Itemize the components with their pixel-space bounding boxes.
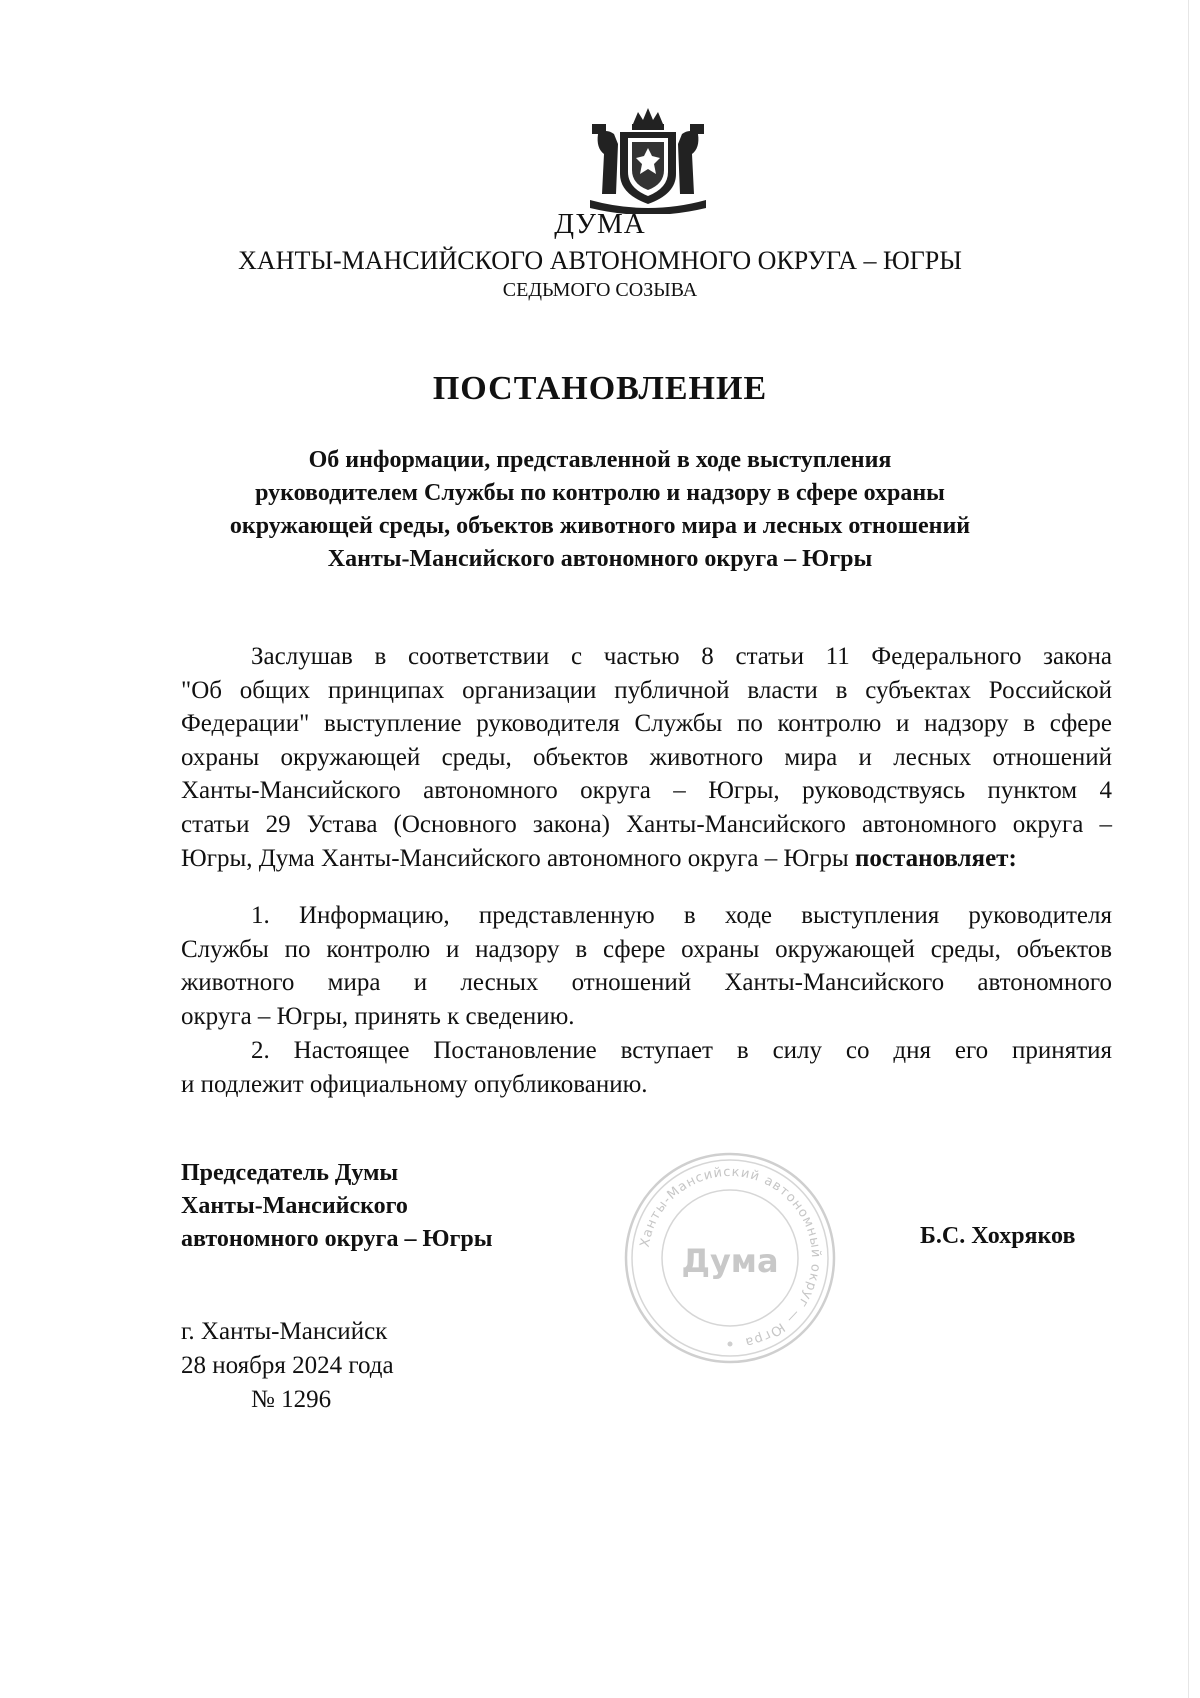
signer-position-line: Председатель Думы [181,1160,399,1186]
org-name: ДУМА [554,208,646,240]
document-title [0,444,1200,576]
issue-date: 28 ноября 2024 года [181,1352,394,1379]
item-2-line: 2. Настоящее Постановление вступает в силу со дня его принятия [251,1037,1112,1064]
title-line: Об информации, представленной в ходе выступления [308,447,892,473]
preamble-line: "Об общих принципах организации публичной власти в субъектах Российской [181,676,1112,704]
preamble-line: Заслушав в соответствии с частью 8 статьи 11 Федерального закона [251,643,1112,670]
preamble-line: Федерации" выступление руководителя Службы по контролю и надзору в сфере [181,710,1112,738]
item-1-line: 1. Информацию, представленную в ходе выступления руководителя [251,902,1112,929]
issue-number: № 1296 [251,1386,332,1413]
stamp-ring-text: Ханты-Мансийский автономный округ — Югра [637,1164,824,1350]
signer-name: Б.С. Хохряков [920,1223,1076,1249]
item-1-line: Службы по контролю и надзору в сфере охраны окружающей среды, объектов [181,935,1112,963]
preamble-line: статьи 29 Устава (Основного закона) Ханты-Мансийского автономного округа – [181,810,1112,838]
document-type: ПОСТАНОВЛЕНИЕ [432,370,768,407]
signer-position-line: автономного округа – Югры [181,1226,493,1252]
title-line: руководителем Службы по контролю и надзору в сфере охраны [255,480,945,506]
official-stamp [620,1148,840,1368]
item-1-paragraph [181,899,1112,1033]
item-2-line: и подлежит официальному опубликованию. [181,1070,648,1098]
title-line: Ханты-Мансийского автономного округа – Югры [327,546,873,572]
signer-position-line: Ханты-Мансийского [181,1193,408,1219]
okrug-name: ХАНТЫ-МАНСИЙСКОГО АВТОНОМНОГО ОКРУГА – ЮГРЫ [238,246,962,275]
stamp-center-text: Дума [681,1242,779,1280]
preamble-last-line [181,842,1112,876]
coat-of-arms-icon [588,104,708,214]
preamble-line: Ханты-Мансийского автономного округа – Югры, руководствуясь пунктом 4 [181,777,1112,805]
convocation: СЕДЬМОГО СОЗЫВА [502,279,698,301]
preamble-line: Югры, Дума Ханты-Мансийского автономного округа – Югры [181,844,849,872]
issue-city: г. Ханты-Мансийск [181,1318,388,1345]
scan-edge-line [1188,0,1189,1698]
signer-position [181,1157,492,1256]
resolves-word: постановляет: [854,844,1017,872]
preamble-paragraph [181,640,1112,875]
item-2-paragraph [181,1034,1112,1101]
issue-details [181,1315,394,1417]
title-line: окружающей среды, объектов животного мира и лесных отношений [229,513,971,539]
preamble-line: охраны окружающей среды, объектов животного мира и лесных отношений [181,743,1112,771]
item-1-line: округа – Югры, принять к сведению. [181,1002,575,1030]
item-1-line: животного мира и лесных отношений Ханты-Мансийского автономного [181,969,1112,997]
